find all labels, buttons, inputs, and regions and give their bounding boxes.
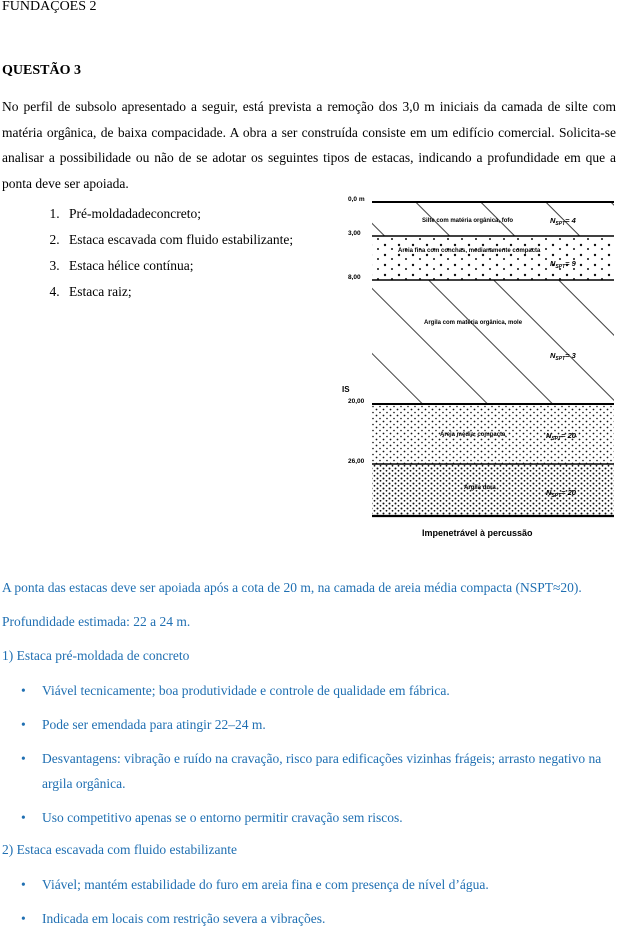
layer-fine-sand (372, 236, 614, 280)
bullet-icon: • (21, 717, 26, 732)
layer-description: Argila dura (464, 485, 496, 491)
layer-description: Argila com matéria orgânica, mole (424, 320, 523, 326)
list-item: • Uso competitivo apenas se o entorno permitir cravação sem riscos. (2, 805, 618, 830)
bullet-list (2, 872, 618, 931)
page-header: FUNDAÇÕES 2 (2, 0, 97, 14)
pile-type-item: 1. Pré-moldadadeconcreto; (63, 201, 293, 227)
nspt-label: $N_{SPT}= 20$ (546, 488, 576, 499)
question-statement: No perfil de subsolo apresentado a seguir, está prevista a remoção dos 3,0 m iniciais da camada de silte com matéria orgânica, de baixa compacidade. A obra a ser construída consiste em um edifício comercial. Solicita-se analisar a possibilidade ou não de se adotar os seguintes tipos de estacas, indicando a profundidade em que a ponta deve ser apoiada. (2, 99, 616, 191)
bullet-icon: • (21, 877, 26, 892)
nspt-label: $N_{SPT}= 20$ (546, 431, 576, 442)
list-item: • Viável tecnicamente; boa produtividade e controle de qualidade em fábrica. (2, 678, 618, 703)
bullet-icon: • (21, 751, 26, 766)
section-title: 2) Estaca escavada com fluido estabilizante (2, 842, 238, 857)
list-item: • Viável; mantém estabilidade do furo em areia fina e com presença de nível d’água. (2, 872, 618, 897)
nspt-label: $N_{SPT}= 9$ (550, 259, 576, 270)
layer-description: Silte com matéria orgânica, fofo (422, 218, 514, 224)
list-item: • Desvantagens: vibração e ruído na cravação, risco para edificações vizinhas frágeis; arrasto negativo na argila orgânica. (2, 746, 618, 796)
depth-label: 26,00 (348, 458, 365, 465)
pile-types-list (18, 201, 293, 305)
layer-description: Areia fina com conchas, medianamente compacta (398, 248, 541, 254)
bullet-icon: • (21, 683, 26, 698)
answer-intro: A ponta das estacas deve ser apoiada após a cota de 20 m, na camada de areia média compacta (NSPT≈20). (2, 580, 582, 595)
section-title: 1) Estaca pré-moldada de concreto (2, 648, 190, 663)
water-level-mark: IS (342, 385, 350, 394)
layer-clay (372, 280, 614, 404)
depth-label: 0,0 m (348, 196, 365, 203)
depth-label: 20,00 (348, 398, 365, 405)
question-title: QUESTÃO 3 (2, 63, 81, 78)
depth-label: 3,00 (348, 230, 361, 237)
bullet-list (2, 678, 618, 830)
nspt-label: $N_{SPT}= 4$ (550, 216, 576, 227)
soil-profile-figure (340, 192, 618, 544)
impenetrable-label: Impenetrável à percussão (422, 528, 533, 538)
list-item: • Indicada em locais com restrição severa a vibrações. (2, 906, 618, 931)
list-item: • Pode ser emendada para atingir 22–24 m. (2, 712, 618, 737)
bullet-icon: • (21, 810, 26, 825)
pile-type-item: 3. Estaca hélice contínua; (63, 253, 293, 279)
pile-type-item: 4. Estaca raiz; (63, 279, 293, 305)
depth-label: 8,00 (348, 274, 361, 281)
bullet-icon: • (21, 911, 26, 926)
answer-depth: Profundidade estimada: 22 a 24 m. (2, 614, 191, 629)
layer-description: Areia média, compacta (440, 432, 506, 438)
nspt-label: $N_{SPT}= 3$ (550, 351, 576, 362)
pile-type-item: 2. Estaca escavada com fluido estabilizante; (63, 227, 293, 253)
